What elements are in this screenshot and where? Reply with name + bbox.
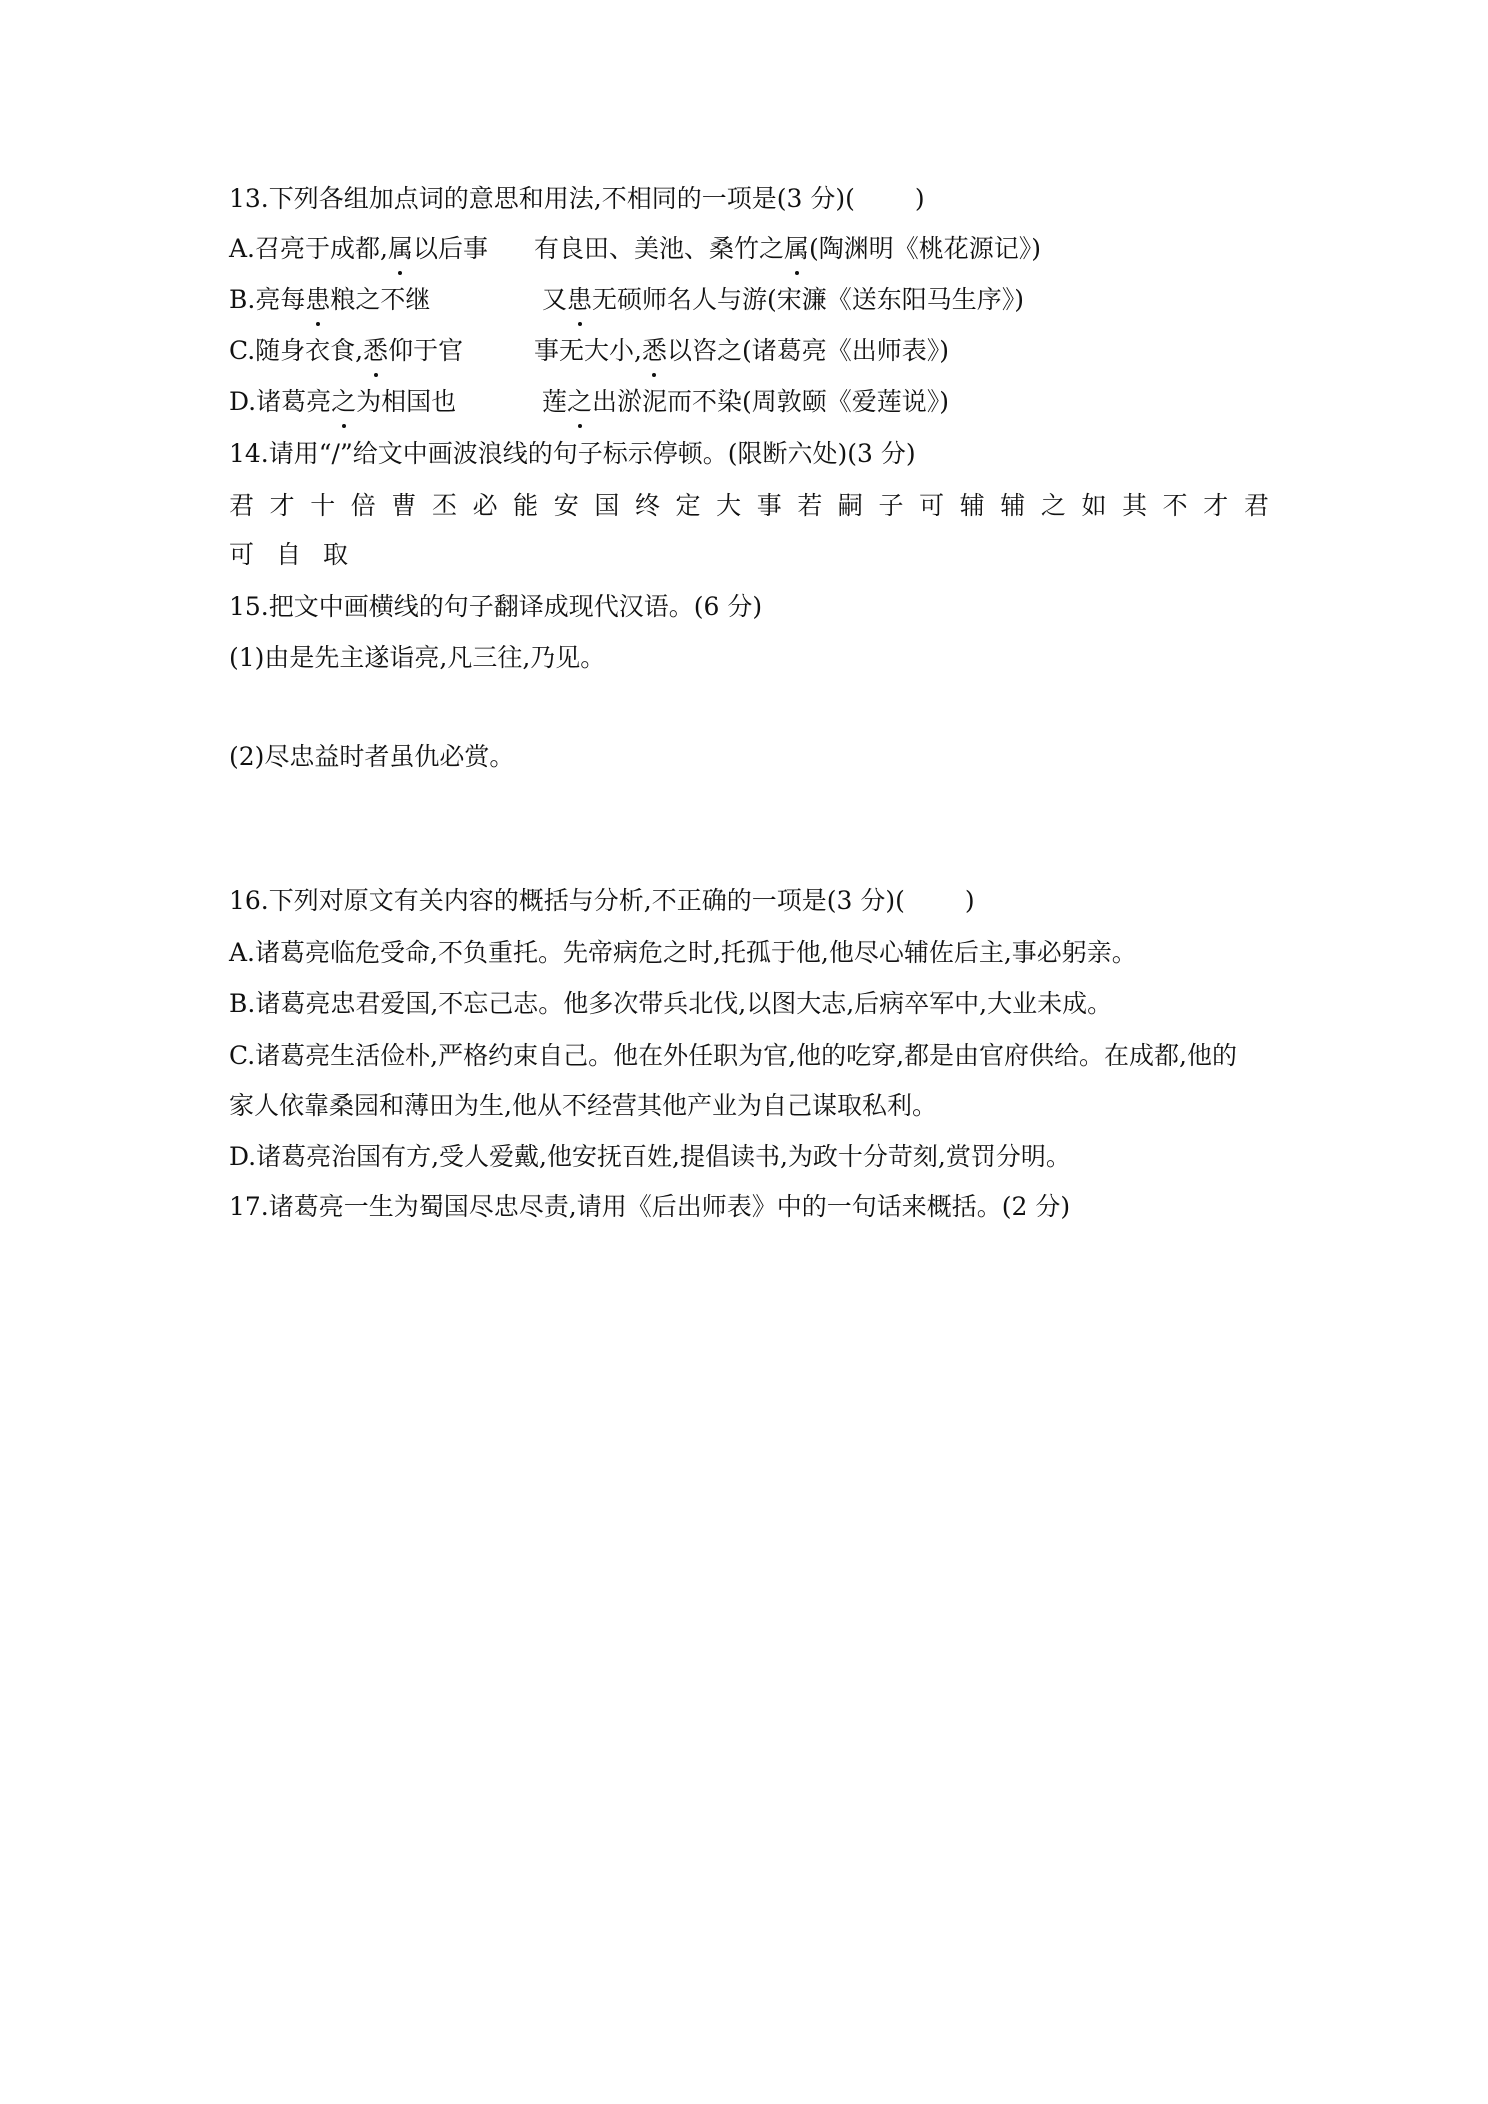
- dotted-char: 属: [784, 232, 809, 266]
- q14-sentence-line1: [229, 489, 1269, 523]
- sentence-char: 能: [513, 491, 539, 520]
- q16-stem-close: ): [964, 886, 975, 915]
- q17-stem: 17.诸葛亮一生为蜀国尽忠尽责,请用《后出师表》中的一句话来概括。(2 分): [229, 1192, 1071, 1221]
- sentence-char: 不: [1162, 491, 1188, 520]
- sentence-char: 自: [276, 540, 302, 569]
- q16-option-d: D.诸葛亮治国有方,受人爱戴,他安抚百姓,提倡读书,为政十分苛刻,赏罚分明。: [229, 1142, 1071, 1171]
- q13-option-c-right: 事无大小,悉以咨之(诸葛亮《出师表》): [534, 334, 949, 368]
- q15-item-2: (2)尽忠益时者虽仇必赏。: [229, 742, 515, 771]
- sentence-char: 曹: [391, 491, 417, 520]
- dotted-char: 之: [567, 385, 592, 419]
- sentence-char: 事: [756, 491, 782, 520]
- q16-option-a: A.诸葛亮临危受命,不负重托。先帝病危之时,托孤于他,他尽心辅佐后主,事必躬亲。: [229, 938, 1137, 967]
- sentence-char: 国: [594, 491, 620, 520]
- sentence-char: 才: [1203, 491, 1229, 520]
- q15-stem: 15.把文中画横线的句子翻译成现代汉语。(6 分): [229, 592, 763, 621]
- dotted-char: 患: [305, 283, 330, 317]
- sentence-char: 其: [1122, 491, 1148, 520]
- dotted-char: 悉: [363, 334, 388, 368]
- sentence-char: 之: [1040, 491, 1066, 520]
- sentence-char: 十: [310, 491, 336, 520]
- q14-sentence-line2: [229, 538, 370, 572]
- dotted-char: 悉: [642, 334, 667, 368]
- q13-option-c-left: C.随身衣食,悉仰于官: [229, 334, 463, 368]
- sentence-char: 丕: [431, 491, 457, 520]
- q13-option-b-left: B.亮每患粮之不继: [229, 283, 430, 317]
- sentence-char: 子: [878, 491, 904, 520]
- q13-stem-close: ): [914, 184, 925, 213]
- sentence-char: 若: [797, 491, 823, 520]
- q13-option-a-right: 有良田、美池、桑竹之属(陶渊明《桃花源记》): [534, 232, 1041, 266]
- sentence-char: 君: [1243, 491, 1269, 520]
- q15-item-1: (1)由是先主遂诣亮,凡三往,乃见。: [229, 643, 606, 672]
- dotted-char: 属: [388, 232, 413, 266]
- q16-option-b: B.诸葛亮忠君爱国,不忘己志。他多次带兵北伐,以图大志,后病卒军中,大业未成。: [229, 989, 1113, 1018]
- sentence-char: 定: [675, 491, 701, 520]
- q13-option-a-left: A.召亮于成都,属以后事: [229, 232, 488, 266]
- q14-stem: 14.请用“/”给文中画波浪线的句子标示停顿。(限断六处)(3 分): [229, 439, 916, 468]
- q13-option-d-left: D.诸葛亮之为相国也: [229, 385, 456, 419]
- sentence-char: 可: [229, 540, 255, 569]
- sentence-char: 取: [323, 540, 349, 569]
- q13-option-b-right: 又患无硕师名人与游(宋濂《送东阳马生序》): [542, 283, 1024, 317]
- q16-stem-text: 16.下列对原文有关内容的概括与分析,不正确的一项是(3 分)(: [229, 886, 905, 915]
- dotted-char: 患: [567, 283, 592, 317]
- q16-option-c-line2: 家人依靠桑园和薄田为生,他从不经营其他产业为自己谋取私利。: [229, 1091, 937, 1120]
- sentence-char: 可: [919, 491, 945, 520]
- sentence-char: 辅: [1000, 491, 1026, 520]
- dotted-char: 之: [331, 385, 356, 419]
- sentence-char: 安: [553, 491, 579, 520]
- sentence-char: 大: [716, 491, 742, 520]
- q16-stem: [229, 884, 975, 918]
- q13-stem: [229, 182, 925, 216]
- q13-stem-text: 13.下列各组加点词的意思和用法,不相同的一项是(3 分)(: [229, 184, 855, 213]
- sentence-char: 倍: [350, 491, 376, 520]
- sentence-char: 嗣: [837, 491, 863, 520]
- sentence-char: 才: [269, 491, 295, 520]
- sentence-char: 辅: [959, 491, 985, 520]
- sentence-char: 君: [229, 491, 255, 520]
- sentence-char: 终: [634, 491, 660, 520]
- q13-option-d-right: 莲之出淤泥而不染(周敦颐《爱莲说》): [542, 385, 949, 419]
- sentence-char: 必: [472, 491, 498, 520]
- sentence-char: 如: [1081, 491, 1107, 520]
- q16-option-c-line1: C.诸葛亮生活俭朴,严格约束自己。他在外任职为官,他的吃穿,都是由官府供给。在成都,他的: [229, 1041, 1237, 1070]
